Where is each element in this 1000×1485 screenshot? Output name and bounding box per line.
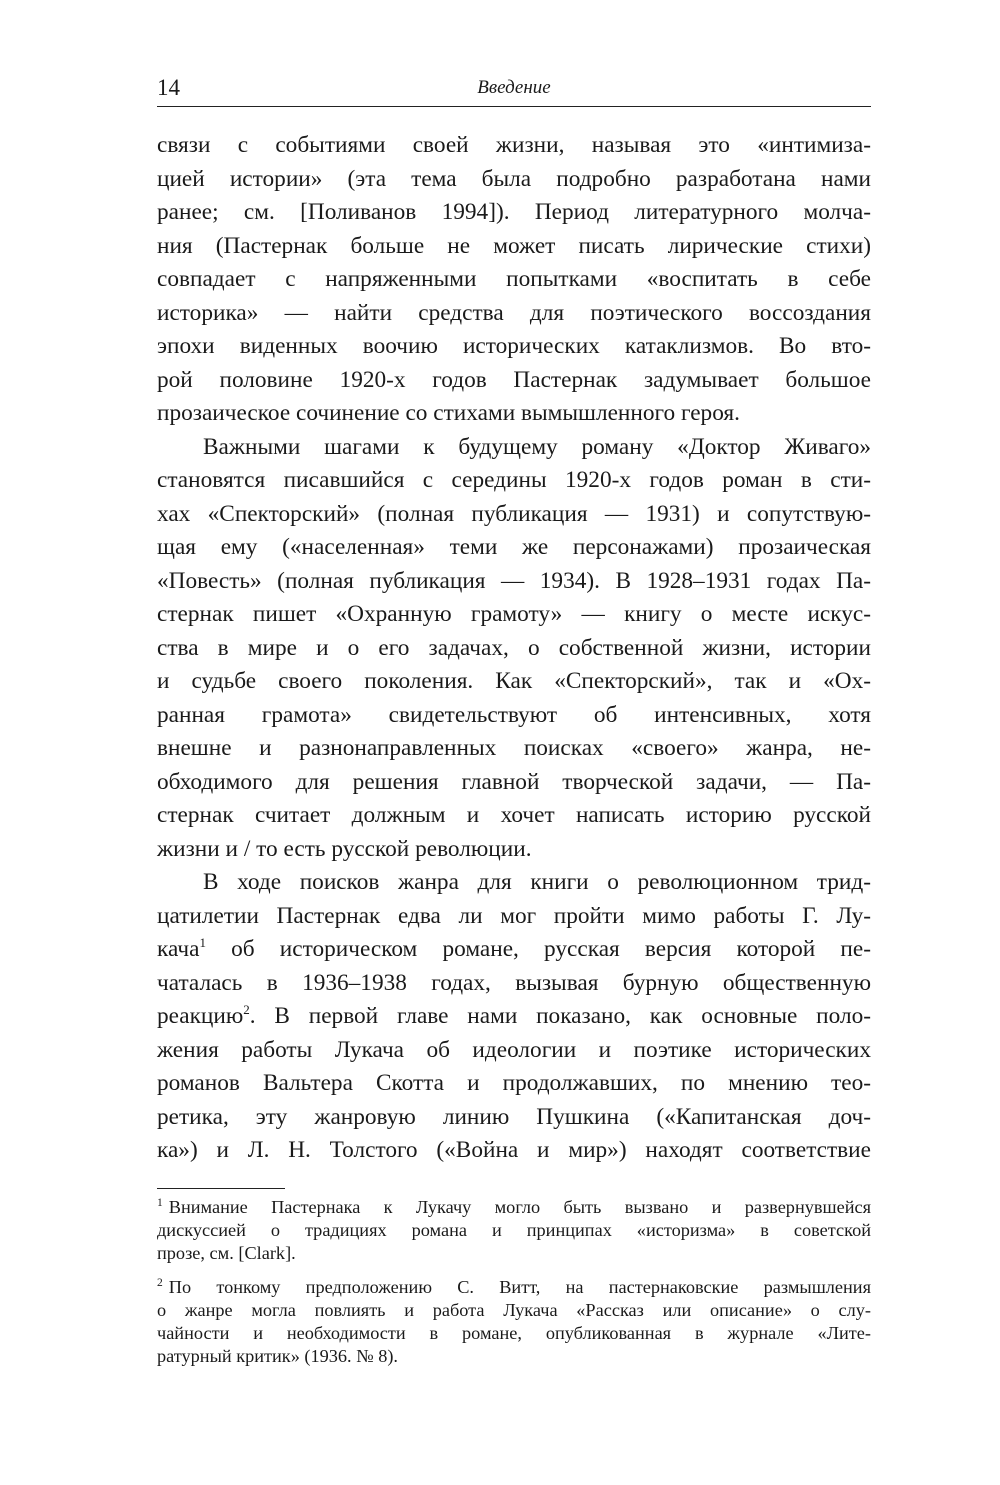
- text-line: ранее; см. [Поливанов 1994]). Период литературного молча-: [157, 199, 871, 225]
- text-line: прозаическое сочинение со стихами вымышленного героя.: [157, 400, 740, 426]
- footnote-line: [157, 1276, 871, 1299]
- text-line: историка» — найти средства для поэтического воссоздания: [157, 299, 871, 326]
- footnote-1: [157, 1196, 871, 1266]
- footnote-text: По тонкому предположению С. Витт, на пастернаковские размышления: [168, 1276, 871, 1297]
- footnotes: [157, 1196, 871, 1368]
- text-line: становятся писавшийся с середины 1920-х годов роман в сти-: [157, 467, 871, 493]
- text-line: цатилетии Пастернак едва ли мог пройти мимо работы Г. Лу-: [157, 902, 871, 929]
- text-line: рой половине 1920-х годов Пастернак задумывает большое: [157, 366, 871, 393]
- text-line: обходимого для решения главной творческой задачи, — Па-: [157, 768, 871, 795]
- footnote-divider: [157, 1188, 285, 1189]
- footnote-line: о жанре могла повлиять и работа Лукача «Рассказ или описание» о слу-: [157, 1299, 871, 1320]
- footnote-line: [157, 1196, 871, 1219]
- text-fragment: . В первой главе нами показано, как основные поло-: [249, 1003, 871, 1029]
- footnote-line: дискуссией о традициях романа и принципах «историзма» в советской: [157, 1220, 871, 1241]
- text-line: совпадает с напряженными попытками «воспитать в себе: [157, 266, 871, 292]
- footnote-ref-1[interactable]: 1: [199, 935, 206, 950]
- text-line: щая ему («населенная» теми же персонажами) прозаическая: [157, 534, 871, 560]
- footnote-text: Внимание Пастернака к Лукачу могло быть вызвано и развернувшейся: [168, 1197, 871, 1217]
- footnote-mark: 2: [157, 1276, 163, 1289]
- text-line: цией истории» (эта тема была подробно разработана нами: [157, 165, 871, 192]
- text-fragment: кача: [157, 936, 200, 962]
- text-line-with-footnote-ref: [157, 933, 871, 967]
- footnote-line: чайности и необходимости в романе, опубликованная в журнале «Лите-: [157, 1322, 871, 1343]
- text-line: эпохи виденных воочию исторических катаклизмов. Во вто-: [157, 333, 871, 359]
- text-line: ния (Пастернак больше не может писать лирические стихи): [157, 232, 871, 259]
- running-header: [157, 74, 871, 107]
- footnote-ref-2[interactable]: 2: [243, 1002, 250, 1017]
- footnote-line: ратурный критик» (1936. № 8).: [157, 1346, 399, 1367]
- text-line: ства в мире и о его задачах, о собственной жизни, истории: [157, 634, 871, 661]
- text-line: В ходе поисков жанра для книги о революционном трид-: [203, 869, 871, 895]
- text-line: ка») и Л. Н. Толстого («Война и мир») находят соответствие: [157, 1137, 871, 1163]
- text-fragment: реакцию: [157, 1003, 244, 1029]
- text-line-with-footnote-ref: [157, 1000, 871, 1034]
- text-line: «Повесть» (полная публикация — 1934). В 1928–1931 годах Па-: [157, 567, 871, 594]
- text-line: внешне и разнонаправленных поисках «своего» жанра, не-: [157, 735, 871, 761]
- text-line: стернак пишет «Охранную грамоту» — книгу о месте искус-: [157, 601, 871, 627]
- page-number: 14: [157, 75, 180, 100]
- text-line: связи с событиями своей жизни, называя это «интимиза-: [157, 132, 871, 158]
- text-line: жизни и / то есть русской революции.: [157, 835, 532, 862]
- footnote-line: прозе, см. [Clark].: [157, 1243, 296, 1264]
- footnote-2: [157, 1276, 871, 1369]
- running-title: Введение: [477, 77, 551, 98]
- text-line: романов Вальтера Скотта и продолжавших, по мнению тео-: [157, 1070, 871, 1096]
- footnote-mark: 1: [157, 1197, 163, 1209]
- text-line: стернак считает должным и хочет написать историю русской: [157, 802, 871, 828]
- text-line: и судьбе своего поколения. Как «Спекторский», так и «Ох-: [157, 668, 871, 694]
- footnote-gap: [157, 1266, 871, 1276]
- text-line: чаталась в 1936–1938 годах, вызывая бурную общественную: [157, 969, 871, 996]
- text-line: хах «Спекторский» (полная публикация — 1931) и сопутствую-: [157, 500, 871, 527]
- text-line: жения работы Лукача об идеологии и поэтике исторических: [157, 1036, 871, 1063]
- text-fragment: об историческом романе, русская версия которой пе-: [205, 936, 871, 962]
- text-line: ретика, эту жанровую линию Пушкина («Капитанская доч-: [157, 1103, 871, 1130]
- text-line: Важными шагами к будущему роману «Доктор Живаго»: [203, 433, 871, 460]
- main-text: [157, 129, 871, 1168]
- text-line: ранная грамота» свидетельствуют об интенсивных, хотя: [157, 701, 871, 728]
